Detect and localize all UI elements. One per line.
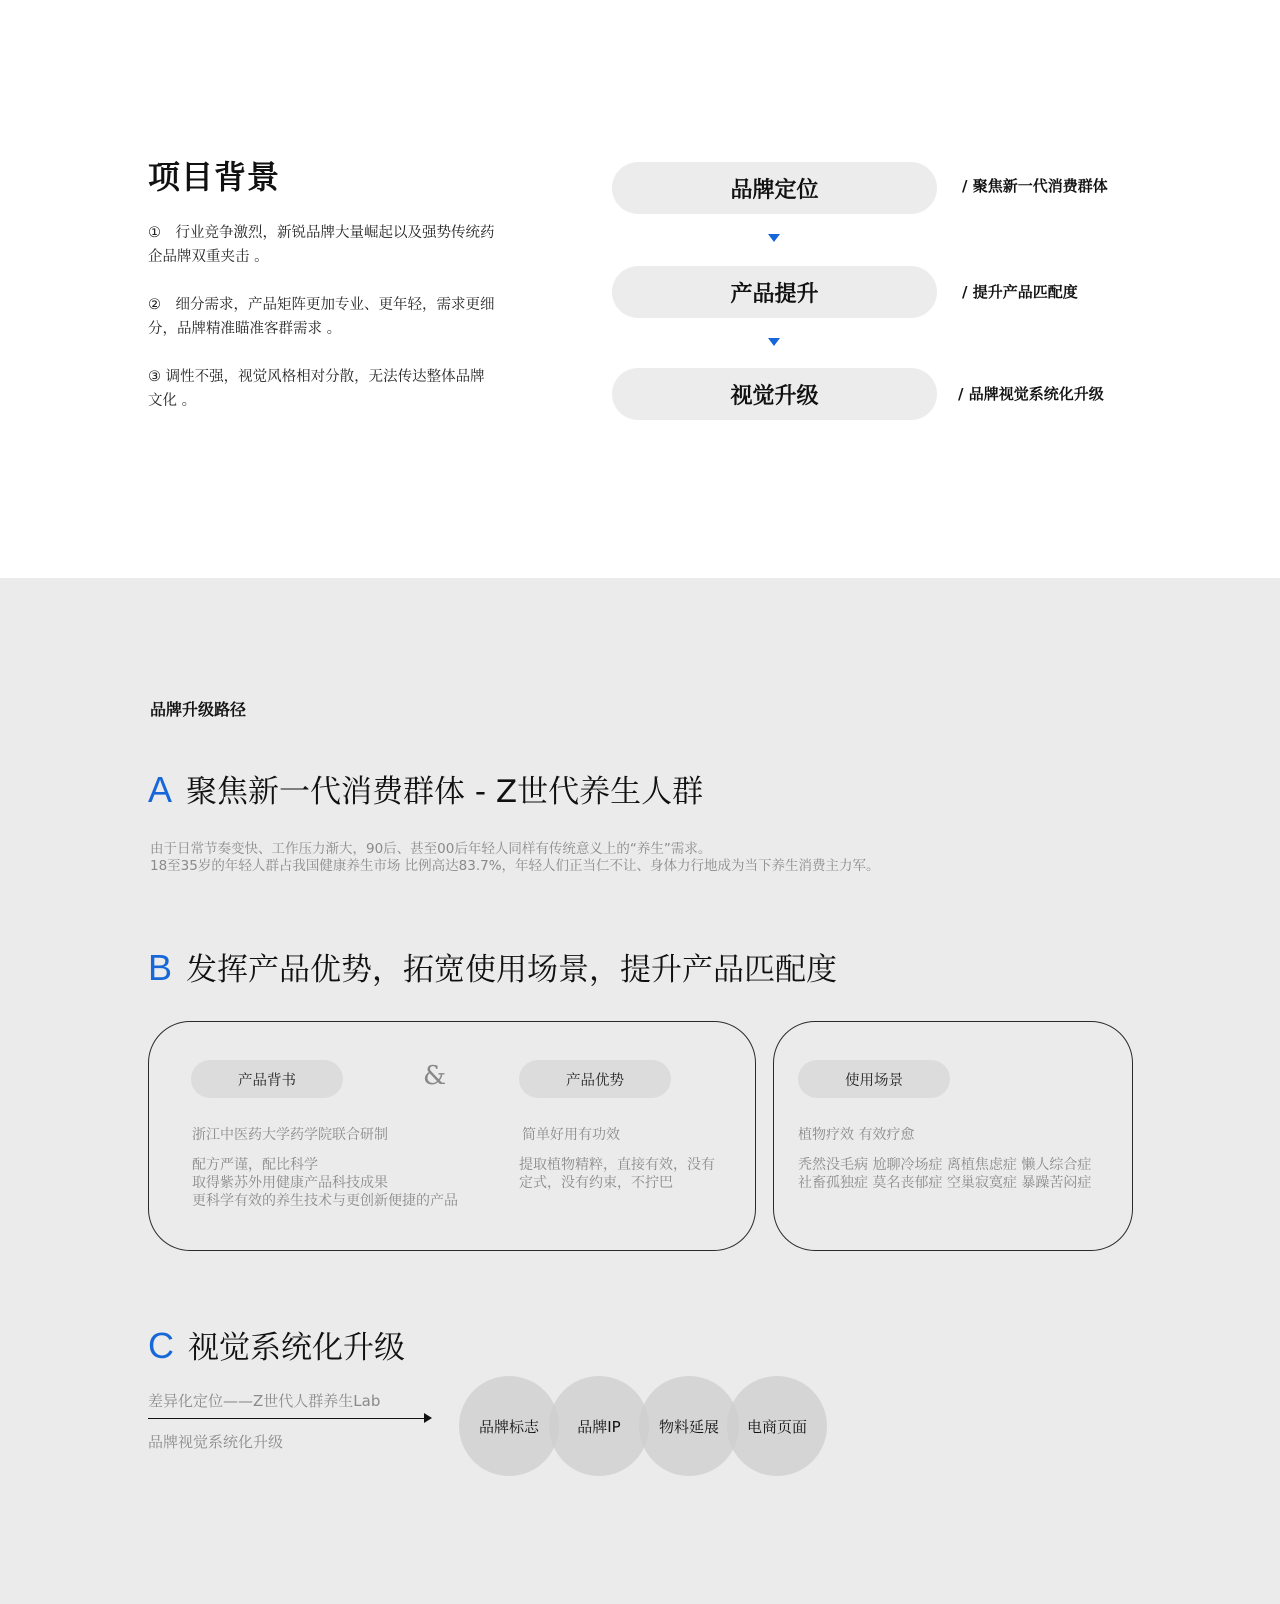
heading-b-letter: B	[148, 947, 173, 988]
ampersand: &	[423, 1061, 447, 1091]
flow-step-visual-upgrade: 视觉升级	[612, 368, 937, 420]
circle-material-extension: 物料延展	[639, 1376, 739, 1476]
usage-line-1: 秃然没毛病 尬聊冷场症 离植焦虑症 懒人综合症	[798, 1157, 1092, 1173]
flow-note-2: / 提升产品匹配度	[962, 283, 1078, 301]
background-item-1: ① 行业竞争激烈，新锐品牌大量崛起以及强势传统药企品牌双重夹击 。	[148, 225, 495, 265]
endorsement-line-2: 取得紫苏外用健康产品科技成果	[192, 1175, 388, 1191]
heading-b	[148, 944, 837, 989]
flow-note-1: / 聚焦新一代消费群体	[962, 177, 1108, 195]
down-arrow-icon	[768, 234, 780, 242]
c-subtitle-bottom: 品牌视觉系统化升级	[148, 1433, 284, 1451]
flow-step-brand-positioning: 品牌定位	[612, 162, 937, 214]
heading-c-text: 视觉系统化升级	[188, 1330, 405, 1366]
tag-product-advantage: 产品优势	[519, 1060, 671, 1098]
background-section	[0, 0, 1280, 578]
background-title: 项目背景	[148, 158, 281, 196]
arrow-line	[148, 1418, 428, 1419]
arrow-right-icon	[424, 1413, 432, 1423]
heading-c	[148, 1322, 405, 1367]
advantage-line-1: 提取植物精粹，直接有效，没有	[519, 1157, 715, 1173]
usage-head: 植物疗效 有效疗愈	[798, 1127, 915, 1143]
heading-a-text: 聚焦新一代消费群体 - Z世代养生人群	[186, 774, 704, 810]
tag-usage-scenario: 使用场景	[798, 1060, 950, 1098]
advantage-line-2: 定式，没有约束，不拧巴	[519, 1175, 673, 1191]
advantage-head: 简单好用有功效	[522, 1127, 620, 1143]
endorsement-head: 浙江中医药大学药学院联合研制	[192, 1127, 388, 1143]
heading-c-letter: C	[148, 1325, 174, 1366]
a-paragraph-line-2: 18至35岁的年轻人群占我国健康养生市场 比例高达83.7%，年轻人们正当仁不让、身体力行地成为当下养生消费主力军。	[150, 858, 880, 874]
tag-product-endorsement: 产品背书	[191, 1060, 343, 1098]
heading-b-text: 发挥产品优势，拓宽使用场景，提升产品匹配度	[186, 952, 838, 988]
flow-step-product-upgrade: 产品提升	[612, 266, 937, 318]
circle-brand-logo: 品牌标志	[459, 1376, 559, 1476]
background-item-2: ② 细分需求，产品矩阵更加专业、更年轻，需求更细分，品牌精准瞄准客群需求 。	[148, 297, 495, 337]
flow-note-3: / 品牌视觉系统化升级	[958, 385, 1104, 403]
a-paragraph-line-1: 由于日常节奏变快、工作压力渐大，90后、甚至00后年轻人同样有传统意义上的“养生”需求。	[150, 841, 712, 857]
circle-brand-ip: 品牌IP	[549, 1376, 649, 1476]
product-card	[148, 1021, 756, 1251]
heading-a	[148, 766, 703, 811]
heading-a-letter: A	[148, 769, 173, 810]
down-arrow-icon	[768, 338, 780, 346]
endorsement-line-1: 配方严谨，配比科学	[192, 1157, 318, 1173]
section-label: 品牌升级路径	[150, 700, 247, 719]
endorsement-line-3: 更科学有效的养生技术与更创新便捷的产品	[192, 1193, 458, 1209]
c-subtitle-top: 差异化定位——Z世代人群养生Lab	[148, 1392, 381, 1410]
usage-line-2: 社畜孤独症 莫名丧郁症 空巢寂寞症 暴躁苦闷症	[798, 1175, 1092, 1191]
background-item-3: ③ 调性不强，视觉风格相对分散，无法传达整体品牌文化 。	[148, 369, 485, 409]
usage-card	[773, 1021, 1133, 1251]
circle-ecommerce-page: 电商页面	[727, 1376, 827, 1476]
